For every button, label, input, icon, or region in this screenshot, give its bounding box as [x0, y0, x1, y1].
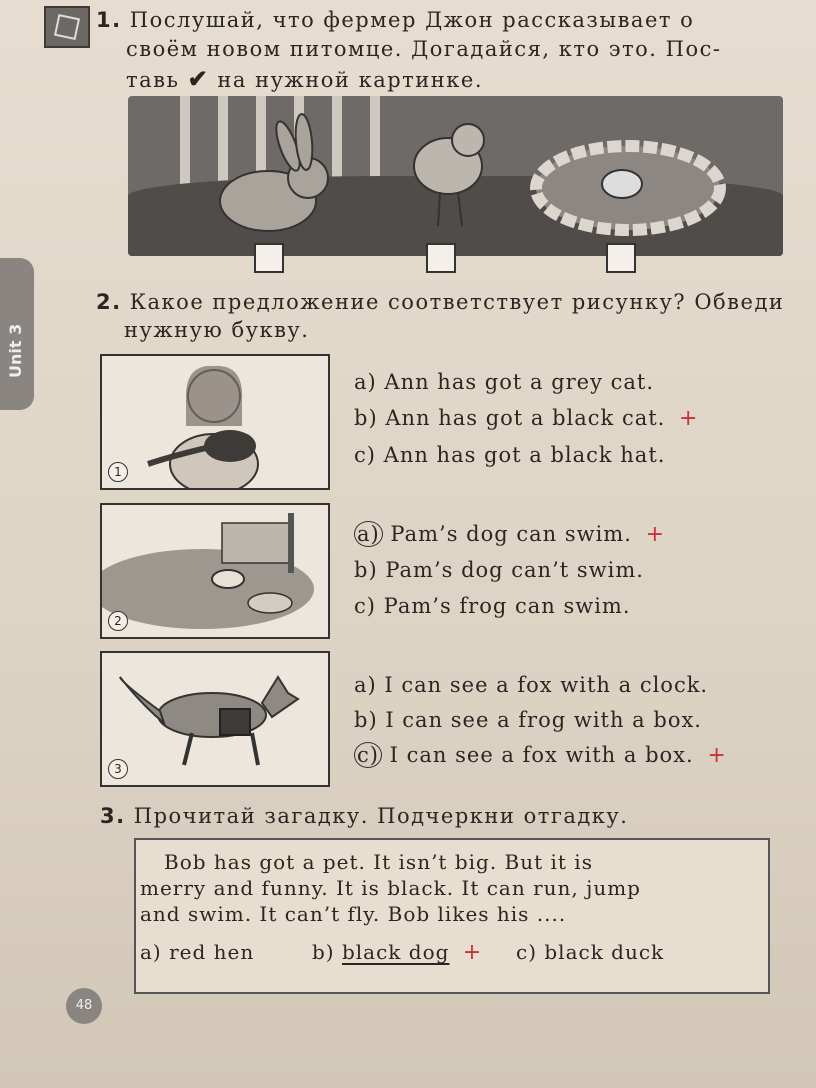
- option-letter: a): [140, 940, 162, 964]
- option-text: Ann has got a grey cat.: [384, 370, 655, 394]
- farm-scene-illustration: [128, 96, 783, 256]
- riddle-option-b[interactable]: [312, 940, 482, 965]
- task2-line1: Какое предложение соответствует рисунку? Обведи: [129, 290, 785, 314]
- option-letter: c): [354, 443, 376, 467]
- riddle-line-2: merry and funny. It is black. It can run, jump: [140, 876, 641, 900]
- option-letter: b): [312, 940, 335, 964]
- picture-number: 1: [108, 462, 128, 482]
- picture-fox-with-box: [100, 651, 330, 787]
- option-letter: b): [354, 558, 378, 582]
- option-text: I can see a frog with a box.: [385, 708, 702, 732]
- task2-line2: нужную букву.: [124, 318, 310, 342]
- task3-heading: [100, 802, 628, 831]
- pond-with-fish-illustration: [536, 146, 720, 230]
- riddle-line-3: and swim. It can’t fly. Bob likes his ....: [140, 902, 567, 926]
- option-letter: c): [354, 594, 376, 618]
- task1-line3-start: тавь: [126, 68, 180, 92]
- handwritten-plus-mark: +: [462, 940, 483, 965]
- option-2c[interactable]: [354, 594, 631, 618]
- option-text: I can see a fox with a clock.: [384, 673, 709, 697]
- option-letter: a): [354, 673, 377, 697]
- task2-heading: [96, 288, 784, 317]
- handwritten-plus-mark: +: [645, 522, 666, 547]
- task1-line3: [126, 64, 483, 95]
- listen-task-icon: [44, 6, 90, 48]
- option-text: Ann has got a black cat.: [385, 406, 666, 430]
- option-letter: b): [354, 708, 378, 732]
- circled-option-letter: a): [354, 521, 383, 547]
- option-3b[interactable]: [354, 708, 702, 732]
- option-text: Pam’s dog can’t swim.: [385, 558, 644, 582]
- option-1a[interactable]: [354, 370, 654, 394]
- task3-heading-text: Прочитай загадку. Подчеркни отгадку.: [133, 804, 629, 828]
- option-2b[interactable]: [354, 558, 644, 582]
- option-text: red hen: [169, 940, 255, 964]
- option-2a[interactable]: [354, 522, 665, 547]
- hen-illustration: [414, 124, 484, 226]
- rabbit-illustration: [220, 113, 328, 231]
- riddle-option-a[interactable]: [140, 940, 254, 964]
- option-letter: b): [354, 406, 378, 430]
- answer-box-fish[interactable]: [606, 243, 636, 273]
- page-number-badge: 48: [66, 988, 102, 1024]
- handwritten-plus-mark: +: [707, 743, 727, 768]
- task1-number: 1.: [96, 8, 122, 32]
- task3-number: 3.: [100, 804, 126, 828]
- answer-box-rabbit[interactable]: [254, 243, 284, 273]
- unit-label: Unit 3: [6, 323, 25, 378]
- option-3c[interactable]: [354, 743, 727, 768]
- answer-box-hen[interactable]: [426, 243, 456, 273]
- underlined-option-text: black dog: [341, 940, 450, 964]
- task2-number: 2.: [96, 290, 122, 314]
- unit-side-tab: [0, 258, 34, 410]
- picture-girl-with-cat: [100, 354, 330, 490]
- task1-line2: своём новом питомце. Догадайся, кто это. Пос-: [126, 37, 722, 61]
- option-text: Ann has got a black hat.: [383, 443, 666, 467]
- task1-line1: Послушай, что фермер Джон рассказывает о: [129, 8, 695, 32]
- option-text: Pam’s frog can swim.: [383, 594, 631, 618]
- option-text: Pam’s dog can swim.: [390, 522, 632, 546]
- checkmark-icon: ✔: [187, 64, 210, 93]
- picture-number: 3: [108, 759, 128, 779]
- option-letter: c): [516, 940, 538, 964]
- option-text: black duck: [544, 940, 665, 964]
- task1-heading: [96, 6, 694, 35]
- picture-number: 2: [108, 611, 128, 631]
- riddle-option-c[interactable]: [516, 940, 664, 964]
- circled-option-letter: c): [354, 742, 382, 768]
- riddle-box: [134, 838, 770, 994]
- option-1c[interactable]: [354, 443, 665, 467]
- option-text: I can see a fox with a box.: [389, 743, 694, 767]
- task1-line3-end: на нужной картинке.: [217, 68, 483, 92]
- option-1b[interactable]: [354, 406, 698, 431]
- option-letter: a): [354, 370, 377, 394]
- riddle-line-1: Bob has got a pet. It isn’t big. But it is: [164, 850, 593, 874]
- option-3a[interactable]: [354, 673, 708, 697]
- handwritten-plus-mark: +: [679, 406, 699, 431]
- picture-dog-swimming: [100, 503, 330, 639]
